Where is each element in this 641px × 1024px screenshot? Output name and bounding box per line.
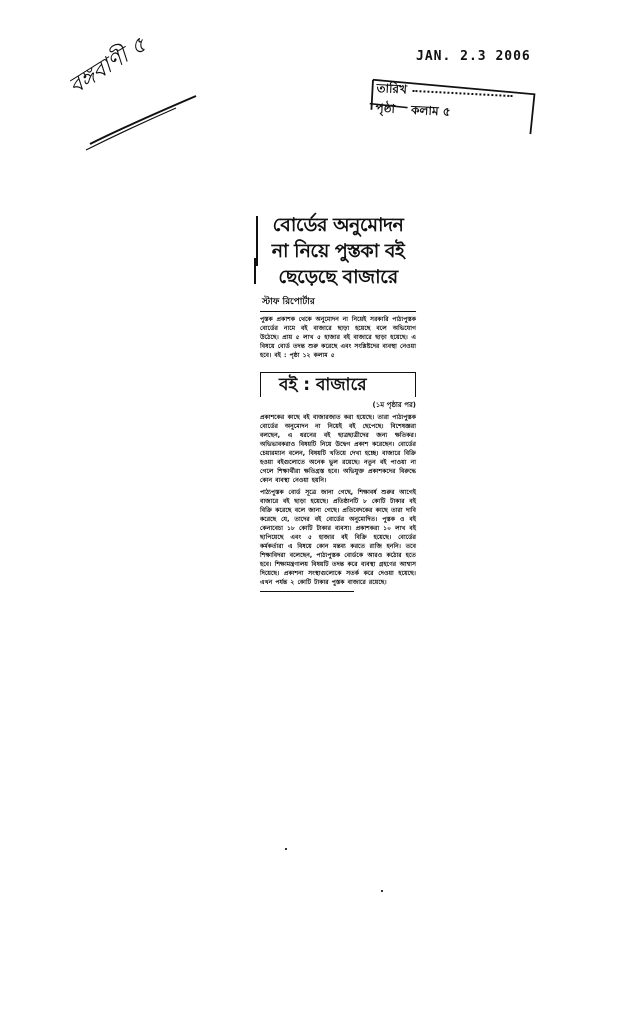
lead-paragraph: পুস্তক প্রকাশক থেকে অনুমোদন না নিয়েই সরকারি পাঠ্যপুস্তক বোর্ডের নামে বই বাজারে ছাড়া হয়েছে বলে অভিযোগ উঠেছে। প্রায় ৫ লাখ ৫ হাজার বই বাজারে ছাড়া হয়েছে। এ বিষয়ে বোর্ড তদন্ত শুরু করেছে এবং সংশ্লিষ্টদের ব্যবস্থা নেওয়া হবে। বই : পৃষ্ঠা ১২ কলাম ৫ [260,316,416,359]
stamp-date-label: তারিখ [376,80,408,97]
headline-line-2: না নিয়ে পুস্তকা বই [271,240,405,262]
body-paragraph-2: পাঠ্যপুস্তক বোর্ড সূত্রে জানা গেছে, শিক্ষাবর্ষ শুরুর আগেই বাজারে বই ছাড়া হয়েছে। প্রতিষ্ঠানটি ৮ কোটি টাকার বই বিক্রি করেছে বলে জানা গেছে। প্রতিবেদকের কাছে তারা দাবি করেছে যে, তাদের বই বোর্ডের অনুমোদিত। পুস্তক ও বই কেনাবেচা ১৮ কোটি টাকার ব্যবসা। প্রকাশকরা ১০ লাখ বই ছাপিয়েছে এবং ৫ হাজার বই বিক্রি হয়েছে। বোর্ডের কর্মকর্তারা এ বিষয়ে কোন মন্তব্য করতে রাজি হননি। তবে শিক্ষাবিদরা বলেছেন, পাঠ্যপুস্তক বোর্ডকে আরও কঠোর হতে হবে। শিক্ষামন্ত্রণালয় বিষয়টি তদন্ত করে ব্যবস্থা গ্রহণের আশ্বাস দিয়েছে। প্রকাশনা সংস্থাগুলোকে সতর্ক করে দেওয়া হয়েছে। এখন পর্যন্ত ২ কোটি টাকার পুস্তক বাজারে রয়েছে। [260,489,416,586]
date-stamp [366,66,539,137]
stamp-page-label: পৃষ্ঠা [375,100,396,116]
handwritten-note: বঙ্গবাণী ৫ [64,32,152,100]
jump-from: (১ম পৃষ্ঠার পর) [372,401,416,409]
stamp-page-value: কলাম ৫ [410,102,451,119]
jump-title: বই : বাজারে [279,375,367,395]
byline-rule [260,311,416,312]
handwritten-underline [84,92,204,152]
paper-speck [285,848,287,850]
body-paragraph-1: প্রকাশকের কাছে বই বাজারজাত করা হয়েছে। তারা পাঠ্যপুস্তক বোর্ডের অনুমোদন না নিয়েই বই ছেপেছে। বিশেষজ্ঞরা বলছেন, এ ধরনের বই ছাত্রছাত্রীদের জন্য ক্ষতিকর। অভিভাবকরাও বিষয়টি নিয়ে উদ্বেগ প্রকাশ করেছেন। বোর্ডের চেয়ারম্যান বলেন, বিষয়টি খতিয়ে দেখা হচ্ছে। বাজারে বিক্রি হওয়া বইগুলোতে অনেক ভুল রয়েছে। নতুন বই পাওয়া না গেলে শিক্ষার্থীরা ক্ষতিগ্রস্ত হবে। অভিযুক্ত প্রকাশকদের বিরুদ্ধে কোন ব্যবস্থা নেওয়া হয়নি। [260,414,416,484]
stamp-date: JAN. 2.3 2006 [416,49,531,64]
jump-header-box [260,372,416,397]
end-rule [260,591,354,592]
paper-speck [381,890,383,892]
headline-line-3: ছেড়েছে বাজারে [278,266,398,288]
headline-line-1: বোর্ডের অনুমোদন [272,214,404,236]
newspaper-clipping [260,212,416,592]
byline: স্টাফ রিপোর্টার [262,297,315,307]
